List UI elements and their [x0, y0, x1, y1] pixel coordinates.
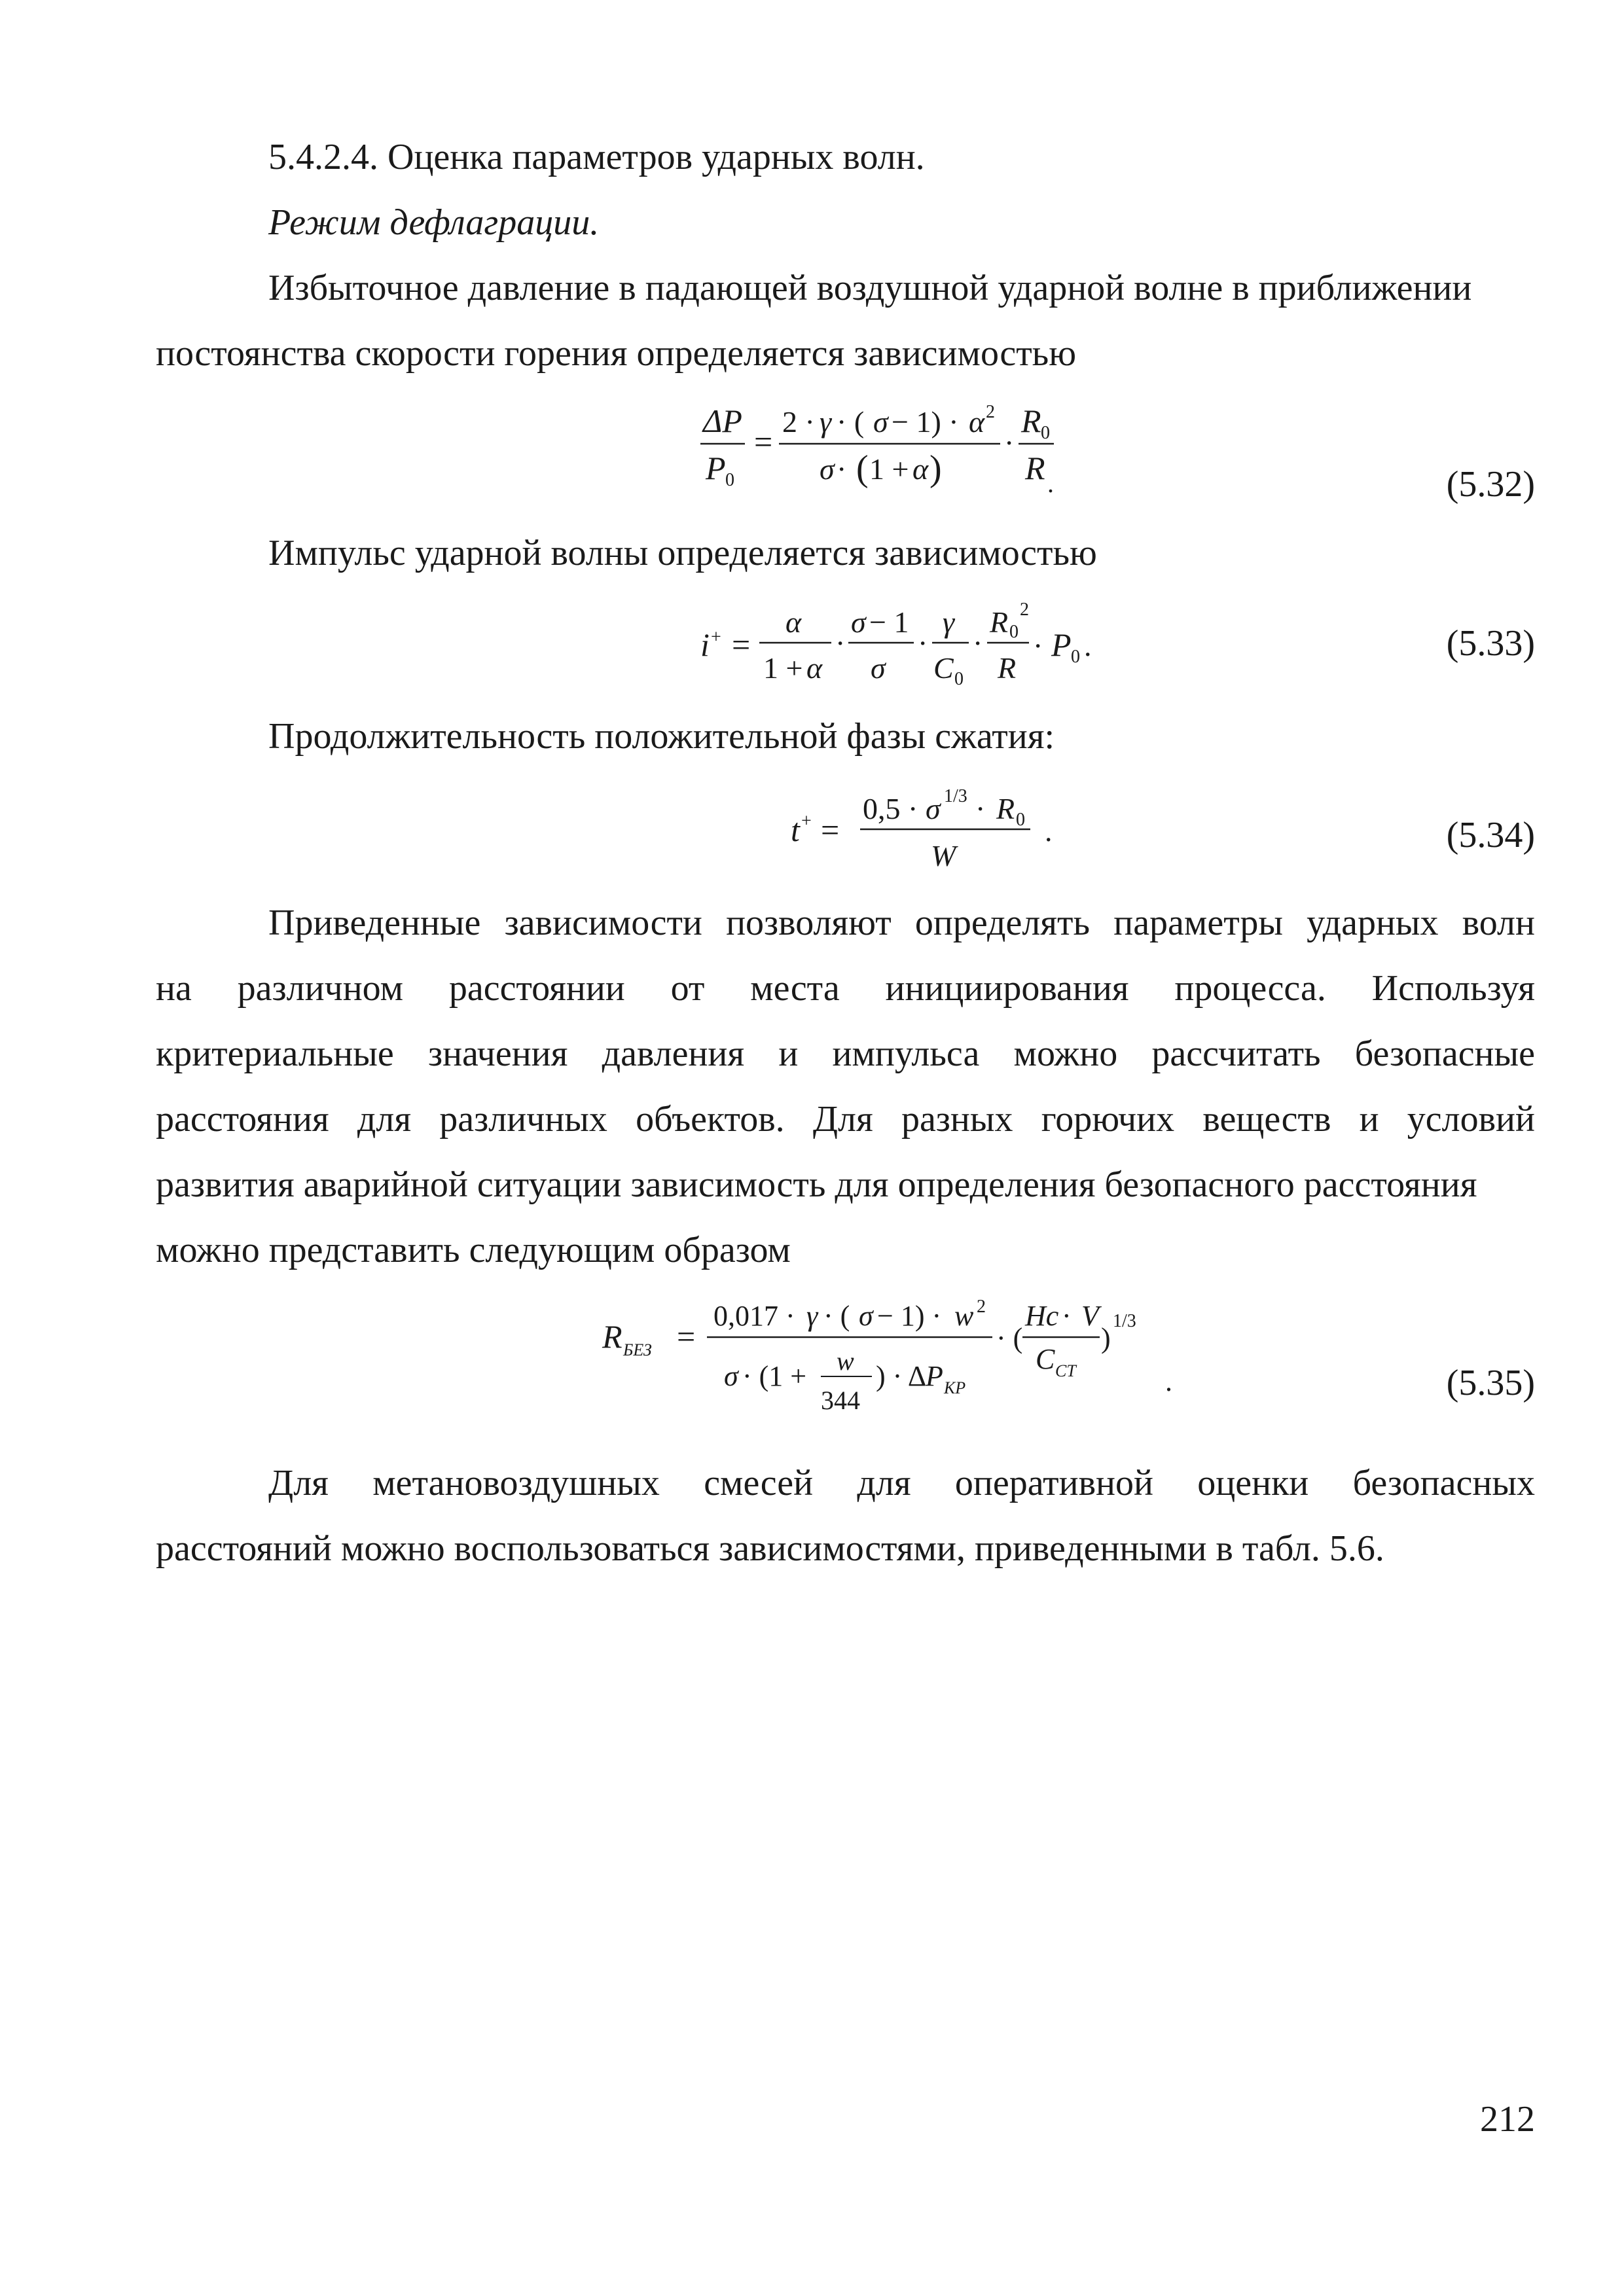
word: зависимости: [504, 903, 702, 943]
word: расстояния: [156, 1099, 329, 1139]
word: можно: [1013, 1033, 1118, 1074]
svg-text:t: t: [791, 812, 800, 848]
word: на: [156, 968, 192, 1009]
svg-text:R: R: [998, 651, 1017, 685]
svg-text:=: =: [677, 1318, 696, 1355]
svg-text:·: ·: [973, 626, 983, 660]
svg-text:α: α: [912, 452, 929, 486]
word: различном: [237, 968, 404, 1009]
formula-5-32: [694, 401, 1060, 499]
svg-text:1 +: 1 +: [763, 651, 803, 685]
svg-text:=: =: [754, 423, 773, 460]
paragraph-5-line-2: расстояний можно воспользоваться зависимостями, приведенными в табл. 5.6.: [156, 1528, 1384, 1569]
word: инициирования: [885, 968, 1129, 1009]
paragraph-2: Импульс ударной волны определяется зависимостью: [268, 533, 1097, 573]
svg-text:+: +: [711, 627, 721, 647]
svg-text:·: ·: [835, 626, 846, 660]
svg-text:0: 0: [1041, 423, 1050, 443]
word: значения: [427, 1033, 568, 1074]
svg-text:0: 0: [1016, 810, 1025, 830]
svg-text:σ: σ: [926, 792, 941, 825]
svg-text:R: R: [990, 605, 1009, 639]
word: процесса.: [1174, 968, 1326, 1009]
svg-text:СТ: СТ: [1055, 1361, 1076, 1380]
justified-text: Избыточное давление в падающей воздушной ударной волне в приближении: [268, 268, 1472, 308]
svg-text:=: =: [821, 812, 840, 848]
svg-text:σ: σ: [873, 405, 888, 439]
svg-text:2: 2: [1020, 600, 1029, 620]
word: горючих: [1041, 1099, 1175, 1139]
word: и: [778, 1033, 799, 1074]
paragraph-5-line-1: [268, 1465, 1535, 1501]
svg-text:· (: · (: [837, 405, 865, 439]
word: оперативной: [954, 1463, 1153, 1503]
svg-text:Hc: Hc: [1025, 1300, 1059, 1332]
svg-text:C: C: [1036, 1343, 1055, 1375]
svg-text:·: ·: [1033, 629, 1043, 662]
word: безопасные: [1354, 1033, 1535, 1074]
word: импульса: [832, 1033, 980, 1074]
svg-text:БЕЗ: БЕЗ: [623, 1340, 652, 1359]
svg-text:1/3: 1/3: [1113, 1311, 1136, 1331]
svg-text:R: R: [1021, 403, 1041, 439]
svg-text:R: R: [1025, 450, 1045, 486]
svg-text:·: ·: [918, 626, 928, 660]
svg-text:0,017 ·: 0,017 ·: [713, 1300, 795, 1332]
paragraph-4-line-1: [268, 905, 1535, 941]
word: метановоздушных: [372, 1463, 660, 1503]
svg-text:·: ·: [1004, 426, 1015, 459]
svg-text:(: (: [856, 448, 869, 489]
word: разных: [901, 1099, 1013, 1139]
svg-text:·: ·: [975, 792, 986, 825]
word: рассчитать: [1151, 1033, 1321, 1074]
word: давления: [602, 1033, 745, 1074]
svg-text:α: α: [969, 405, 985, 439]
svg-text:1/3: 1/3: [944, 786, 967, 806]
svg-text:.: .: [1165, 1365, 1172, 1397]
svg-text:σ: σ: [724, 1360, 738, 1392]
paragraph-3: Продолжительность положительной фазы сжатия:: [268, 716, 1055, 757]
equation-number-5-35: (5.35): [1446, 1363, 1535, 1403]
word: критериальные: [156, 1033, 394, 1074]
paragraph-4-line-6: можно представить следующим образом: [156, 1230, 791, 1270]
word: от: [670, 968, 705, 1009]
formula-5-33: [694, 593, 1113, 698]
svg-text:w: w: [837, 1346, 854, 1376]
word: определять: [914, 903, 1091, 943]
word: расстоянии: [448, 968, 625, 1009]
word: безопасных: [1352, 1463, 1535, 1503]
svg-text:1 +: 1 +: [869, 452, 909, 486]
svg-text:· (: · (: [823, 1300, 850, 1332]
svg-text:344: 344: [821, 1386, 860, 1415]
paragraph-1-line-2: постоянства скорости горения определяется зависимостью: [156, 333, 1077, 374]
equation-number-5-33: (5.33): [1446, 623, 1535, 664]
paragraph-1-line-1: [156, 270, 1535, 306]
svg-text:σ: σ: [871, 651, 886, 685]
svg-text:V: V: [1081, 1300, 1099, 1332]
svg-text:− 1: − 1: [869, 605, 909, 639]
word: волн: [1462, 903, 1535, 943]
svg-text:·: ·: [837, 452, 847, 486]
svg-text:0,5 ·: 0,5 ·: [863, 792, 918, 825]
svg-text:· (: · (: [996, 1322, 1023, 1354]
svg-text:0: 0: [1071, 647, 1080, 667]
svg-text:+: +: [801, 811, 812, 831]
svg-text:R: R: [602, 1318, 623, 1355]
word: оценки: [1197, 1463, 1309, 1503]
svg-text:W: W: [931, 839, 956, 872]
svg-text:): ): [1101, 1322, 1111, 1354]
mode-heading: Режим дефлаграции.: [268, 202, 600, 243]
svg-text:.: .: [1084, 629, 1092, 662]
svg-text:C: C: [933, 651, 954, 685]
svg-text:σ: σ: [851, 605, 866, 639]
svg-text:P: P: [1051, 626, 1072, 663]
word: Приведенные: [268, 903, 481, 943]
equation-number-5-34: (5.34): [1446, 815, 1535, 855]
svg-text:.: .: [1045, 814, 1053, 848]
word: места: [750, 968, 840, 1009]
word: параметры: [1113, 903, 1283, 943]
svg-text:w: w: [954, 1300, 974, 1332]
svg-text:α: α: [806, 651, 823, 685]
svg-text:α: α: [785, 605, 802, 639]
word: для: [357, 1099, 412, 1139]
word: ударных: [1307, 903, 1439, 943]
svg-text:0: 0: [954, 669, 964, 689]
svg-text:− 1) ·: − 1) ·: [892, 405, 959, 439]
word: объектов.: [636, 1099, 785, 1139]
svg-text:): ): [929, 448, 942, 489]
formula-5-34: [785, 776, 1074, 880]
svg-text:σ: σ: [820, 452, 835, 486]
svg-text:·: ·: [1062, 1300, 1072, 1332]
paragraph-4-line-3: [156, 1035, 1535, 1072]
svg-text:· (1 +: · (1 +: [742, 1360, 807, 1392]
word: позволяют: [726, 903, 892, 943]
svg-text:σ: σ: [859, 1300, 873, 1332]
svg-text:i: i: [700, 626, 710, 663]
svg-text:P: P: [706, 450, 726, 486]
page-number: 212: [1480, 2099, 1535, 2140]
word: для: [857, 1463, 911, 1503]
svg-text:− 1) ·: − 1) ·: [877, 1300, 942, 1332]
word: различных: [439, 1099, 607, 1139]
svg-text:P: P: [926, 1360, 943, 1392]
svg-text:) · Δ: ) · Δ: [876, 1360, 927, 1392]
svg-text:γ: γ: [820, 405, 832, 439]
svg-text:.: .: [1047, 469, 1054, 498]
svg-text:γ: γ: [943, 605, 955, 639]
paragraph-4-line-2: [156, 970, 1535, 1007]
svg-text:γ: γ: [806, 1300, 818, 1332]
svg-text:КР: КР: [944, 1378, 966, 1397]
svg-text:=: =: [732, 626, 751, 663]
svg-text:2 ·: 2 ·: [782, 405, 815, 439]
word: Для: [812, 1099, 873, 1139]
word: смесей: [704, 1463, 814, 1503]
word: Используя: [1371, 968, 1535, 1009]
svg-text:R: R: [996, 792, 1015, 825]
svg-text:2: 2: [977, 1297, 986, 1317]
word: и: [1359, 1099, 1379, 1139]
svg-text:0: 0: [1009, 622, 1019, 642]
word: условий: [1407, 1099, 1535, 1139]
equation-number-5-32: (5.32): [1446, 464, 1535, 505]
svg-text:0: 0: [725, 470, 734, 490]
paragraph-4-line-5: развития аварийной ситуации зависимость для определения безопасного расстояния: [156, 1164, 1477, 1205]
formula-5-35: [596, 1286, 1172, 1430]
paragraph-4-line-4: [156, 1101, 1535, 1138]
word: Для: [268, 1463, 329, 1503]
svg-text:2: 2: [986, 402, 995, 422]
svg-text:ΔP: ΔP: [703, 403, 742, 439]
section-heading: 5.4.2.4. Оценка параметров ударных волн.: [268, 137, 925, 177]
word: веществ: [1202, 1099, 1331, 1139]
